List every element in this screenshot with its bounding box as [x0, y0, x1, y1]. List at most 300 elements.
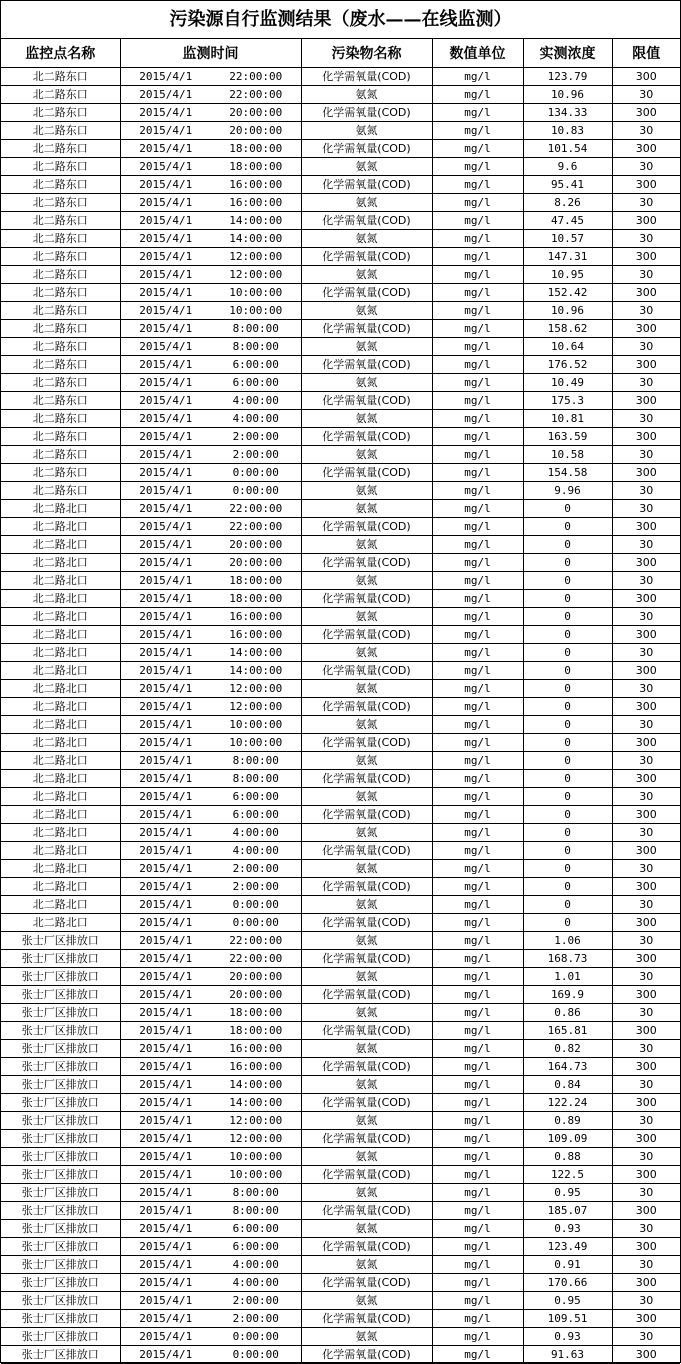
cell-value: 109.51 [523, 1310, 612, 1328]
cell-unit: mg/l [432, 1310, 523, 1328]
cell-site: 北二路东口 [1, 86, 120, 104]
cell-pollutant: 氨氮 [301, 968, 432, 986]
cell-date: 2015/4/1 [120, 1202, 211, 1220]
cell-limit: 30 [612, 1256, 680, 1274]
cell-site: 北二路东口 [1, 194, 120, 212]
cell-pollutant: 氨氮 [301, 1112, 432, 1130]
table-row [1, 536, 680, 554]
table-row [1, 968, 680, 986]
cell-pollutant: 氨氮 [301, 410, 432, 428]
cell-unit: mg/l [432, 158, 523, 176]
cell-date: 2015/4/1 [120, 554, 211, 572]
cell-time: 20:00:00 [211, 986, 301, 1004]
cell-date: 2015/4/1 [120, 482, 211, 500]
cell-value: 0 [523, 734, 612, 752]
cell-pollutant: 化学需氧量(COD) [301, 626, 432, 644]
cell-time: 12:00:00 [211, 266, 301, 284]
cell-time: 8:00:00 [211, 1184, 301, 1202]
cell-date: 2015/4/1 [120, 806, 211, 824]
cell-date: 2015/4/1 [120, 230, 211, 248]
table-row [1, 896, 680, 914]
table-row [1, 950, 680, 968]
cell-time: 2:00:00 [211, 1292, 301, 1310]
cell-pollutant: 化学需氧量(COD) [301, 554, 432, 572]
cell-date: 2015/4/1 [120, 410, 211, 428]
cell-limit: 30 [612, 1076, 680, 1094]
monitoring-table [1, 39, 680, 1364]
cell-unit: mg/l [432, 1184, 523, 1202]
cell-value: 10.49 [523, 374, 612, 392]
cell-time: 22:00:00 [211, 500, 301, 518]
cell-pollutant: 化学需氧量(COD) [301, 428, 432, 446]
cell-unit: mg/l [432, 1058, 523, 1076]
cell-value: 10.96 [523, 302, 612, 320]
cell-site: 北二路北口 [1, 806, 120, 824]
cell-pollutant: 化学需氧量(COD) [301, 1058, 432, 1076]
cell-unit: mg/l [432, 1112, 523, 1130]
table-row [1, 356, 680, 374]
cell-unit: mg/l [432, 266, 523, 284]
cell-value: 10.57 [523, 230, 612, 248]
cell-time: 14:00:00 [211, 1076, 301, 1094]
cell-unit: mg/l [432, 1220, 523, 1238]
cell-limit: 30 [612, 194, 680, 212]
cell-value: 0 [523, 590, 612, 608]
cell-unit: mg/l [432, 482, 523, 500]
cell-pollutant: 氨氮 [301, 824, 432, 842]
table-row [1, 770, 680, 788]
cell-unit: mg/l [432, 122, 523, 140]
cell-time: 14:00:00 [211, 212, 301, 230]
table-row [1, 410, 680, 428]
cell-date: 2015/4/1 [120, 320, 211, 338]
cell-site: 北二路北口 [1, 644, 120, 662]
table-row [1, 464, 680, 482]
cell-site: 北二路北口 [1, 878, 120, 896]
cell-site: 北二路东口 [1, 248, 120, 266]
cell-unit: mg/l [432, 500, 523, 518]
cell-limit: 300 [612, 320, 680, 338]
cell-date: 2015/4/1 [120, 1040, 211, 1058]
cell-limit: 300 [612, 1274, 680, 1292]
cell-date: 2015/4/1 [120, 68, 211, 86]
cell-date: 2015/4/1 [120, 644, 211, 662]
cell-date: 2015/4/1 [120, 932, 211, 950]
cell-site: 北二路东口 [1, 428, 120, 446]
cell-unit: mg/l [432, 392, 523, 410]
cell-date: 2015/4/1 [120, 1238, 211, 1256]
cell-site: 北二路北口 [1, 518, 120, 536]
cell-value: 0.86 [523, 1004, 612, 1022]
table-row [1, 1130, 680, 1148]
cell-site: 北二路东口 [1, 104, 120, 122]
cell-value: 0 [523, 662, 612, 680]
cell-value: 0.95 [523, 1292, 612, 1310]
cell-site: 北二路东口 [1, 68, 120, 86]
cell-unit: mg/l [432, 1238, 523, 1256]
cell-pollutant: 氨氮 [301, 644, 432, 662]
cell-value: 0 [523, 896, 612, 914]
cell-site: 北二路北口 [1, 788, 120, 806]
cell-limit: 30 [612, 1004, 680, 1022]
cell-value: 158.62 [523, 320, 612, 338]
cell-date: 2015/4/1 [120, 572, 211, 590]
cell-value: 163.59 [523, 428, 612, 446]
cell-pollutant: 氨氮 [301, 716, 432, 734]
table-row [1, 716, 680, 734]
table-row [1, 1220, 680, 1238]
cell-unit: mg/l [432, 716, 523, 734]
cell-pollutant: 化学需氧量(COD) [301, 284, 432, 302]
cell-site: 北二路东口 [1, 446, 120, 464]
table-row [1, 1040, 680, 1058]
cell-value: 175.3 [523, 392, 612, 410]
cell-unit: mg/l [432, 1166, 523, 1184]
cell-limit: 30 [612, 824, 680, 842]
cell-date: 2015/4/1 [120, 104, 211, 122]
cell-unit: mg/l [432, 644, 523, 662]
cell-unit: mg/l [432, 230, 523, 248]
cell-limit: 30 [612, 1184, 680, 1202]
cell-pollutant: 氨氮 [301, 86, 432, 104]
cell-value: 9.6 [523, 158, 612, 176]
cell-value: 123.79 [523, 68, 612, 86]
table-row [1, 1292, 680, 1310]
cell-limit: 30 [612, 968, 680, 986]
cell-site: 北二路北口 [1, 824, 120, 842]
cell-unit: mg/l [432, 1004, 523, 1022]
header-unit: 数值单位 [432, 39, 523, 68]
cell-pollutant: 氨氮 [301, 302, 432, 320]
table-header [1, 39, 680, 68]
cell-date: 2015/4/1 [120, 1148, 211, 1166]
table-row [1, 572, 680, 590]
cell-limit: 30 [612, 266, 680, 284]
cell-date: 2015/4/1 [120, 878, 211, 896]
cell-pollutant: 氨氮 [301, 680, 432, 698]
cell-unit: mg/l [432, 464, 523, 482]
table-row [1, 626, 680, 644]
cell-limit: 30 [612, 788, 680, 806]
cell-time: 0:00:00 [211, 896, 301, 914]
cell-time: 16:00:00 [211, 176, 301, 194]
table-row [1, 338, 680, 356]
cell-site: 张士厂区排放口 [1, 1166, 120, 1184]
cell-date: 2015/4/1 [120, 1112, 211, 1130]
cell-limit: 30 [612, 482, 680, 500]
cell-value: 122.24 [523, 1094, 612, 1112]
cell-value: 0 [523, 680, 612, 698]
cell-time: 6:00:00 [211, 806, 301, 824]
cell-date: 2015/4/1 [120, 896, 211, 914]
cell-limit: 300 [612, 212, 680, 230]
cell-time: 16:00:00 [211, 626, 301, 644]
cell-time: 4:00:00 [211, 1274, 301, 1292]
table-row [1, 698, 680, 716]
cell-pollutant: 化学需氧量(COD) [301, 320, 432, 338]
cell-site: 张士厂区排放口 [1, 1004, 120, 1022]
cell-time: 0:00:00 [211, 1328, 301, 1346]
cell-time: 2:00:00 [211, 878, 301, 896]
cell-limit: 300 [612, 248, 680, 266]
cell-time: 16:00:00 [211, 608, 301, 626]
table-row [1, 914, 680, 932]
cell-limit: 300 [612, 698, 680, 716]
cell-limit: 300 [612, 428, 680, 446]
cell-date: 2015/4/1 [120, 1022, 211, 1040]
cell-pollutant: 化学需氧量(COD) [301, 734, 432, 752]
cell-time: 12:00:00 [211, 1130, 301, 1148]
table-row [1, 194, 680, 212]
cell-pollutant: 氨氮 [301, 338, 432, 356]
cell-date: 2015/4/1 [120, 950, 211, 968]
cell-date: 2015/4/1 [120, 770, 211, 788]
cell-time: 20:00:00 [211, 536, 301, 554]
cell-site: 北二路东口 [1, 464, 120, 482]
header-time: 监测时间 [120, 39, 301, 68]
cell-unit: mg/l [432, 1202, 523, 1220]
cell-unit: mg/l [432, 338, 523, 356]
cell-value: 1.06 [523, 932, 612, 950]
cell-pollutant: 氨氮 [301, 500, 432, 518]
cell-limit: 30 [612, 644, 680, 662]
cell-time: 14:00:00 [211, 644, 301, 662]
cell-unit: mg/l [432, 968, 523, 986]
cell-unit: mg/l [432, 1076, 523, 1094]
cell-time: 0:00:00 [211, 1346, 301, 1364]
cell-site: 北二路北口 [1, 698, 120, 716]
cell-limit: 300 [612, 464, 680, 482]
cell-limit: 30 [612, 608, 680, 626]
cell-time: 6:00:00 [211, 374, 301, 392]
cell-value: 0 [523, 698, 612, 716]
cell-site: 张士厂区排放口 [1, 1292, 120, 1310]
cell-value: 0 [523, 770, 612, 788]
cell-limit: 30 [612, 500, 680, 518]
cell-limit: 300 [612, 392, 680, 410]
cell-time: 14:00:00 [211, 1094, 301, 1112]
cell-date: 2015/4/1 [120, 716, 211, 734]
cell-pollutant: 氨氮 [301, 1292, 432, 1310]
cell-unit: mg/l [432, 428, 523, 446]
cell-date: 2015/4/1 [120, 752, 211, 770]
cell-limit: 300 [612, 1310, 680, 1328]
cell-time: 8:00:00 [211, 338, 301, 356]
cell-pollutant: 化学需氧量(COD) [301, 842, 432, 860]
cell-date: 2015/4/1 [120, 914, 211, 932]
cell-unit: mg/l [432, 1094, 523, 1112]
cell-unit: mg/l [432, 140, 523, 158]
cell-unit: mg/l [432, 1022, 523, 1040]
cell-pollutant: 化学需氧量(COD) [301, 662, 432, 680]
cell-limit: 300 [612, 986, 680, 1004]
cell-pollutant: 氨氮 [301, 860, 432, 878]
table-row [1, 500, 680, 518]
cell-site: 北二路北口 [1, 536, 120, 554]
cell-unit: mg/l [432, 446, 523, 464]
cell-unit: mg/l [432, 626, 523, 644]
cell-date: 2015/4/1 [120, 662, 211, 680]
cell-site: 北二路东口 [1, 140, 120, 158]
cell-site: 张士厂区排放口 [1, 968, 120, 986]
cell-pollutant: 化学需氧量(COD) [301, 140, 432, 158]
table-row [1, 374, 680, 392]
cell-limit: 300 [612, 770, 680, 788]
cell-pollutant: 化学需氧量(COD) [301, 518, 432, 536]
cell-time: 2:00:00 [211, 1310, 301, 1328]
cell-unit: mg/l [432, 680, 523, 698]
cell-unit: mg/l [432, 554, 523, 572]
table-row [1, 1184, 680, 1202]
cell-pollutant: 化学需氧量(COD) [301, 1130, 432, 1148]
cell-unit: mg/l [432, 1148, 523, 1166]
cell-time: 0:00:00 [211, 482, 301, 500]
cell-unit: mg/l [432, 1274, 523, 1292]
cell-site: 北二路东口 [1, 338, 120, 356]
cell-date: 2015/4/1 [120, 608, 211, 626]
cell-date: 2015/4/1 [120, 1166, 211, 1184]
cell-time: 10:00:00 [211, 1166, 301, 1184]
cell-date: 2015/4/1 [120, 266, 211, 284]
cell-value: 101.54 [523, 140, 612, 158]
table-row [1, 932, 680, 950]
cell-time: 18:00:00 [211, 1022, 301, 1040]
cell-limit: 30 [612, 752, 680, 770]
cell-site: 张士厂区排放口 [1, 1076, 120, 1094]
table-body [1, 68, 680, 1364]
cell-time: 2:00:00 [211, 446, 301, 464]
cell-date: 2015/4/1 [120, 590, 211, 608]
cell-unit: mg/l [432, 536, 523, 554]
cell-time: 20:00:00 [211, 554, 301, 572]
table-row [1, 1274, 680, 1292]
cell-site: 张士厂区排放口 [1, 1058, 120, 1076]
cell-site: 北二路东口 [1, 284, 120, 302]
cell-value: 170.66 [523, 1274, 612, 1292]
cell-date: 2015/4/1 [120, 392, 211, 410]
cell-time: 8:00:00 [211, 320, 301, 338]
cell-date: 2015/4/1 [120, 734, 211, 752]
cell-site: 北二路北口 [1, 860, 120, 878]
cell-time: 6:00:00 [211, 356, 301, 374]
cell-site: 张士厂区排放口 [1, 1274, 120, 1292]
cell-date: 2015/4/1 [120, 788, 211, 806]
cell-value: 10.81 [523, 410, 612, 428]
cell-limit: 300 [612, 356, 680, 374]
cell-pollutant: 氨氮 [301, 1328, 432, 1346]
cell-pollutant: 化学需氧量(COD) [301, 1166, 432, 1184]
cell-site: 张士厂区排放口 [1, 950, 120, 968]
table-row [1, 644, 680, 662]
cell-time: 4:00:00 [211, 824, 301, 842]
cell-site: 北二路北口 [1, 842, 120, 860]
cell-value: 164.73 [523, 1058, 612, 1076]
cell-site: 张士厂区排放口 [1, 1040, 120, 1058]
cell-date: 2015/4/1 [120, 968, 211, 986]
cell-value: 1.01 [523, 968, 612, 986]
cell-time: 20:00:00 [211, 104, 301, 122]
cell-limit: 30 [612, 158, 680, 176]
cell-pollutant: 化学需氧量(COD) [301, 248, 432, 266]
table-row [1, 734, 680, 752]
cell-value: 10.58 [523, 446, 612, 464]
cell-unit: mg/l [432, 914, 523, 932]
cell-site: 张士厂区排放口 [1, 1310, 120, 1328]
cell-pollutant: 化学需氧量(COD) [301, 212, 432, 230]
cell-limit: 30 [612, 1292, 680, 1310]
cell-site: 北二路北口 [1, 680, 120, 698]
table-row [1, 986, 680, 1004]
cell-pollutant: 氨氮 [301, 752, 432, 770]
cell-time: 4:00:00 [211, 392, 301, 410]
cell-pollutant: 化学需氧量(COD) [301, 1022, 432, 1040]
cell-limit: 30 [612, 446, 680, 464]
cell-time: 12:00:00 [211, 1112, 301, 1130]
cell-pollutant: 化学需氧量(COD) [301, 1238, 432, 1256]
cell-pollutant: 化学需氧量(COD) [301, 176, 432, 194]
cell-time: 4:00:00 [211, 1256, 301, 1274]
cell-pollutant: 氨氮 [301, 482, 432, 500]
cell-unit: mg/l [432, 176, 523, 194]
cell-unit: mg/l [432, 590, 523, 608]
cell-pollutant: 化学需氧量(COD) [301, 950, 432, 968]
table-row [1, 1328, 680, 1346]
cell-pollutant: 氨氮 [301, 536, 432, 554]
table-row [1, 1094, 680, 1112]
cell-pollutant: 氨氮 [301, 158, 432, 176]
cell-time: 4:00:00 [211, 842, 301, 860]
cell-site: 张士厂区排放口 [1, 1238, 120, 1256]
cell-unit: mg/l [432, 1292, 523, 1310]
cell-value: 10.96 [523, 86, 612, 104]
cell-limit: 30 [612, 572, 680, 590]
cell-pollutant: 化学需氧量(COD) [301, 392, 432, 410]
cell-pollutant: 化学需氧量(COD) [301, 1274, 432, 1292]
cell-date: 2015/4/1 [120, 140, 211, 158]
table-row [1, 1148, 680, 1166]
cell-pollutant: 氨氮 [301, 1040, 432, 1058]
cell-value: 91.63 [523, 1346, 612, 1364]
cell-pollutant: 化学需氧量(COD) [301, 1310, 432, 1328]
cell-site: 北二路北口 [1, 608, 120, 626]
cell-site: 张士厂区排放口 [1, 1130, 120, 1148]
cell-unit: mg/l [432, 734, 523, 752]
cell-time: 16:00:00 [211, 1040, 301, 1058]
cell-date: 2015/4/1 [120, 1220, 211, 1238]
cell-limit: 30 [612, 860, 680, 878]
table-row [1, 752, 680, 770]
cell-value: 10.83 [523, 122, 612, 140]
cell-limit: 300 [612, 1058, 680, 1076]
cell-value: 9.96 [523, 482, 612, 500]
header-limit: 限值 [612, 39, 680, 68]
cell-value: 0.91 [523, 1256, 612, 1274]
table-row [1, 1004, 680, 1022]
cell-value: 0 [523, 788, 612, 806]
cell-value: 0 [523, 500, 612, 518]
cell-date: 2015/4/1 [120, 158, 211, 176]
table-row [1, 446, 680, 464]
cell-site: 北二路东口 [1, 212, 120, 230]
cell-value: 185.07 [523, 1202, 612, 1220]
cell-limit: 30 [612, 536, 680, 554]
table-row [1, 590, 680, 608]
cell-pollutant: 氨氮 [301, 194, 432, 212]
cell-limit: 30 [612, 302, 680, 320]
table-row [1, 518, 680, 536]
table-row [1, 284, 680, 302]
cell-time: 20:00:00 [211, 122, 301, 140]
